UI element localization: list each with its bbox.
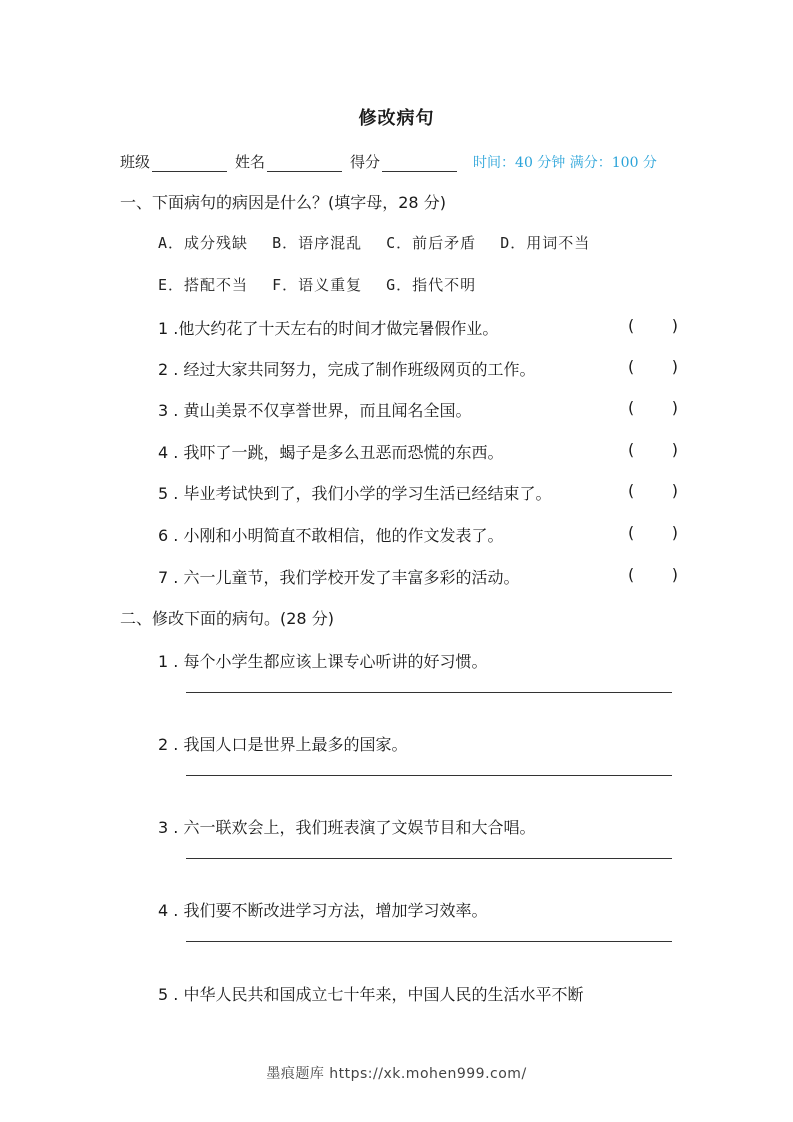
answer-paren[interactable]: ( ) bbox=[628, 398, 678, 417]
class-blank[interactable] bbox=[152, 155, 227, 172]
time-score-info: 时间：40 分钟 满分：100 分 bbox=[473, 155, 657, 171]
footer-watermark: 墨痕题库 https://xk.mohen999.com/ bbox=[266, 1066, 527, 1082]
page-title: 修改病句 bbox=[358, 108, 435, 129]
s2-question-5: 5 . 中华人民共和国成立七十年来，中国人民的生活水平不断 bbox=[158, 985, 584, 1004]
option-g: G．指代不明 bbox=[386, 276, 477, 294]
option-d: D．用词不当 bbox=[500, 234, 591, 252]
answer-paren[interactable]: ( ) bbox=[628, 357, 678, 376]
question-text: 5 . 毕业考试快到了，我们小学的学习生活已经结束了。 bbox=[158, 484, 552, 503]
question-text: 4 . 我吓了一跳，蝎子是多么丑恶而恐慌的东西。 bbox=[158, 443, 504, 462]
question-text: 1 .他大约花了十天左右的时间才做完暑假作业。 bbox=[158, 319, 499, 338]
s1-question-1 bbox=[158, 316, 678, 339]
section-1-title: 一、下面病句的病因是什么？(填字母，28 分) bbox=[120, 193, 446, 212]
answer-paren[interactable]: ( ) bbox=[628, 523, 678, 542]
option-f: F．语义重复 bbox=[272, 276, 363, 294]
option-b: B．语序混乱 bbox=[272, 234, 363, 252]
section-2-title: 二、修改下面的病句。(28 分) bbox=[120, 609, 334, 628]
answer-paren[interactable]: ( ) bbox=[628, 316, 678, 335]
s1-question-7 bbox=[158, 565, 678, 588]
option-c: C．前后矛盾 bbox=[386, 234, 477, 252]
s1-question-5 bbox=[158, 481, 678, 504]
question-text: 2 . 经过大家共同努力，完成了制作班级网页的工作。 bbox=[158, 360, 536, 379]
score-label: 得分 bbox=[350, 153, 381, 171]
class-label: 班级 bbox=[120, 153, 151, 171]
answer-paren[interactable]: ( ) bbox=[628, 481, 678, 500]
answer-line[interactable] bbox=[186, 858, 672, 859]
s2-question-1: 1 . 每个小学生都应该上课专心听讲的好习惯。 bbox=[158, 652, 488, 671]
name-label: 姓名 bbox=[235, 153, 266, 171]
option-e: E．搭配不当 bbox=[158, 276, 249, 294]
name-field bbox=[235, 151, 342, 172]
s1-question-2 bbox=[158, 357, 678, 380]
s1-question-6 bbox=[158, 523, 678, 546]
answer-line[interactable] bbox=[186, 692, 672, 693]
name-blank[interactable] bbox=[267, 155, 342, 172]
student-info-row bbox=[120, 148, 680, 172]
question-text: 6 . 小刚和小明简直不敢相信，他的作文发表了。 bbox=[158, 526, 504, 545]
answer-paren[interactable]: ( ) bbox=[628, 565, 678, 584]
s2-question-4: 4 . 我们要不断改进学习方法，增加学习效率。 bbox=[158, 901, 488, 920]
options-row-1 bbox=[158, 232, 604, 253]
s1-question-4 bbox=[158, 440, 678, 463]
s2-question-3: 3 . 六一联欢会上，我们班表演了文娱节目和大合唱。 bbox=[158, 818, 536, 837]
s1-question-3 bbox=[158, 398, 678, 421]
answer-line[interactable] bbox=[186, 775, 672, 776]
options-row-2 bbox=[158, 274, 490, 295]
question-text: 3 . 黄山美景不仅享誉世界，而且闻名全国。 bbox=[158, 401, 472, 420]
answer-line[interactable] bbox=[186, 941, 672, 942]
question-text: 7 . 六一儿童节，我们学校开发了丰富多彩的活动。 bbox=[158, 568, 520, 587]
score-field bbox=[350, 151, 457, 172]
score-blank[interactable] bbox=[382, 155, 457, 172]
s2-question-2: 2 . 我国人口是世界上最多的国家。 bbox=[158, 735, 408, 754]
answer-paren[interactable]: ( ) bbox=[628, 440, 678, 459]
class-field bbox=[120, 151, 227, 172]
option-a: A．成分残缺 bbox=[158, 234, 249, 252]
